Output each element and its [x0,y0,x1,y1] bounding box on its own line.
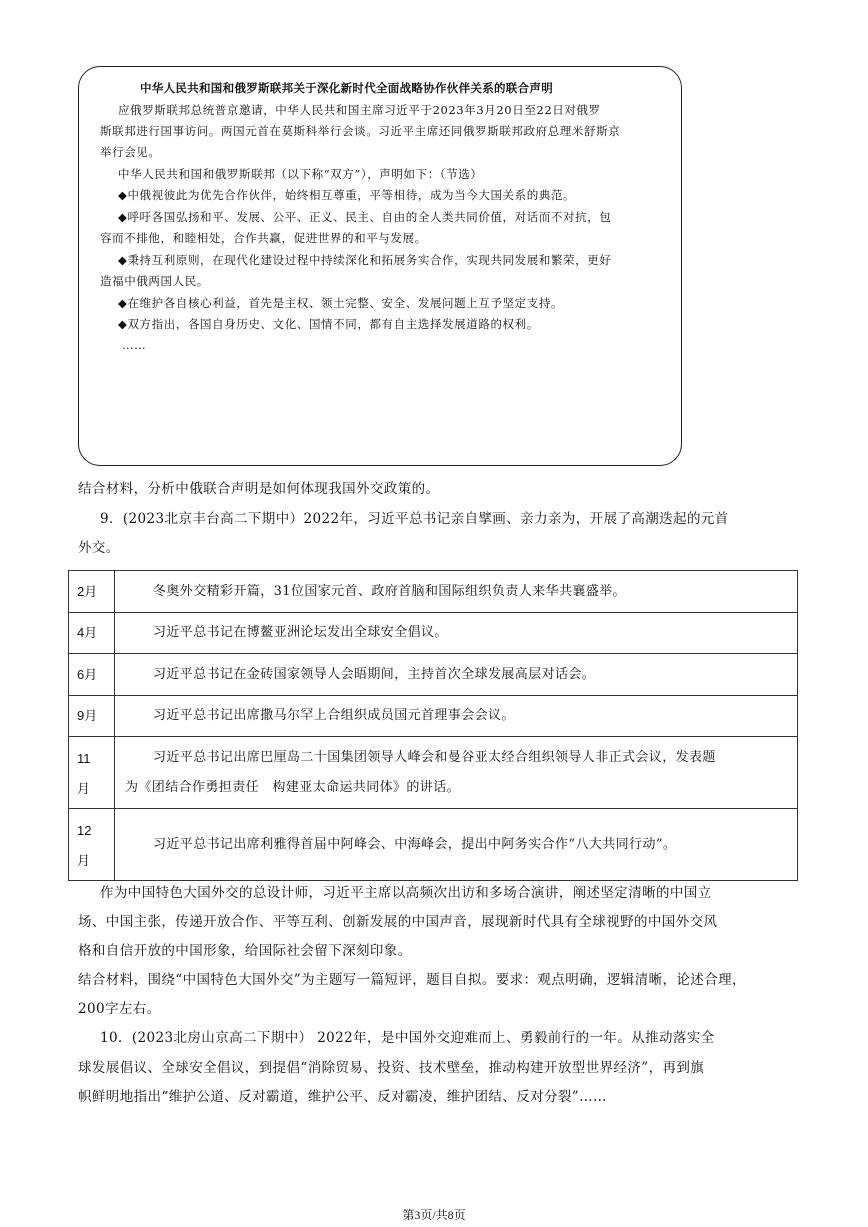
material-bullet-5: ◆双方指出，各国自身历史、文化、国情不同，都有自主选择发展道路的权利。 [118,317,539,331]
material-intro-line2: 斯联邦进行国事访问。两国元首在莫斯科举行会谈。习近平主席还同俄罗斯联邦政府总理米舒斯京 [100,124,621,138]
q9-line1: 9．(2023北京丰台高二下期中）2022年，习近平总书记亲自擘画、亲力亲为，开展了高潮迭起的元首 [100,511,729,527]
q10-line1: 10．(2023北房山京高二下期中） 2022年，是中国外交迎难而上、勇毅前行的一年。从推动落实全 [100,1030,715,1046]
material-bullet-4: ◆在维护各自核心利益，首先是主权、领土完整、安全、发展问题上互予坚定支持。 [118,296,564,310]
material-declaration: 中华人民共和国和俄罗斯联邦（以下称“双方”），声明如下：（节选） [118,167,483,181]
table-row [69,696,798,737]
month-line: 月 [77,780,91,796]
month-cell: 4月 [69,613,115,654]
q9-task-line2: 200字左右。 [78,1001,161,1017]
month-line: 12 [77,822,92,838]
month-cell [69,737,115,809]
q9-para-line2: 场、中国主张，传递开放合作、平等互利、创新发展的中国声音，展现新时代具有全球视野的中国外交风 [78,914,718,930]
page-footer: 第3页/共8页 [402,1208,466,1222]
material-bullet-3-line2: 造福中俄两国人民。 [100,274,209,288]
q9-line2: 外交。 [78,540,120,556]
q9-para-line1: 作为中国特色大国外交的总设计师，习近平主席以高频次出访和多场合演讲，阐述坚定清晰的中国立 [100,885,712,901]
month-line: 月 [77,852,91,868]
material-bullet-1: ◆中俄视彼此为优先合作伙伴，始终相互尊重，平等相待，成为当今大国关系的典范。 [118,188,576,202]
q10-line3: 帜鲜明地指出“维护公道、反对霸道，维护公平、反对霸凌，维护团结、反对分裂”…… [78,1089,607,1105]
event-cell: 冬奥外交精彩开篇，31位国家元首、政府首脑和国际组织负责人来华共襄盛举。 [115,571,798,613]
event-cell: 习近平总书记在博鳌亚洲论坛发出全球安全倡议。 [115,613,798,654]
month-cell: 9月 [69,696,115,737]
material-title: 中华人民共和国和俄罗斯联邦关于深化新时代全面战略协作伙伴关系的联合声明 [140,81,553,95]
q9-para-line3: 格和自信开放的中国形象，给国际社会留下深刻印象。 [78,943,412,959]
month-cell: 2月 [69,571,115,613]
table-row [69,809,798,881]
material-bullet-2-line1: ◆呼吁各国弘扬和平、发展、公平、正义、民主、自由的全人类共同价值，对话而不对抗，包 [118,210,612,224]
table-row [69,737,798,809]
material-ellipsis: …… [122,338,147,352]
material-bullet-2-line2: 容而不排他，和睦相处，合作共赢，促进世界的和平与发展。 [100,231,427,245]
q9-task-line1: 结合材料，围绕“中国特色大国外交”为主题写一篇短评，题目自拟。要求：观点明确，逻辑清晰，论述合理， [78,972,746,988]
event-cell [115,737,798,809]
diplomacy-timeline-table [68,570,798,881]
table-row [69,571,798,613]
event-cell: 习近平总书记在金砖国家领导人会晤期间，主持首次全球发展高层对话会。 [115,654,798,696]
month-cell [69,809,115,881]
event-cell: 习近平总书记出席撒马尔罕上合组织成员国元首理事会会议。 [115,696,798,737]
material-intro-line1: 应俄罗斯联邦总统普京邀请，中华人民共和国主席习近平于2023年3月20日至22日对俄罗 [118,103,601,117]
event-cell: 习近平总书记出席利雅得首届中阿峰会、中海峰会，提出中阿务实合作“八大共同行动”。 [115,809,798,881]
q10-line2: 球发展倡议、全球安全倡议，到提倡“消除贸易、投资、技术壁垒，推动构建开放型世界经济”，再到旗 [78,1060,705,1076]
month-cell: 6月 [69,654,115,696]
month-line: 11 [77,750,91,766]
event-line: 习近平总书记出席巴厘岛二十国集团领导人峰会和曼谷亚太经合组织领导人非正式会议，发表题 [153,749,716,765]
q8-prompt: 结合材料，分析中俄联合声明是如何体现我国外交政策的。 [78,481,440,497]
event-line: 为《团结合作勇担责任 构建亚太命运共同体》的讲话。 [125,779,461,795]
table-row [69,613,798,654]
table-row [69,654,798,696]
material-bullet-3-line1: ◆秉持互利原则，在现代化建设过程中持续深化和拓展务实合作，实现共同发展和繁荣，更好 [118,253,612,267]
material-intro-line3: 举行会见。 [100,145,161,159]
